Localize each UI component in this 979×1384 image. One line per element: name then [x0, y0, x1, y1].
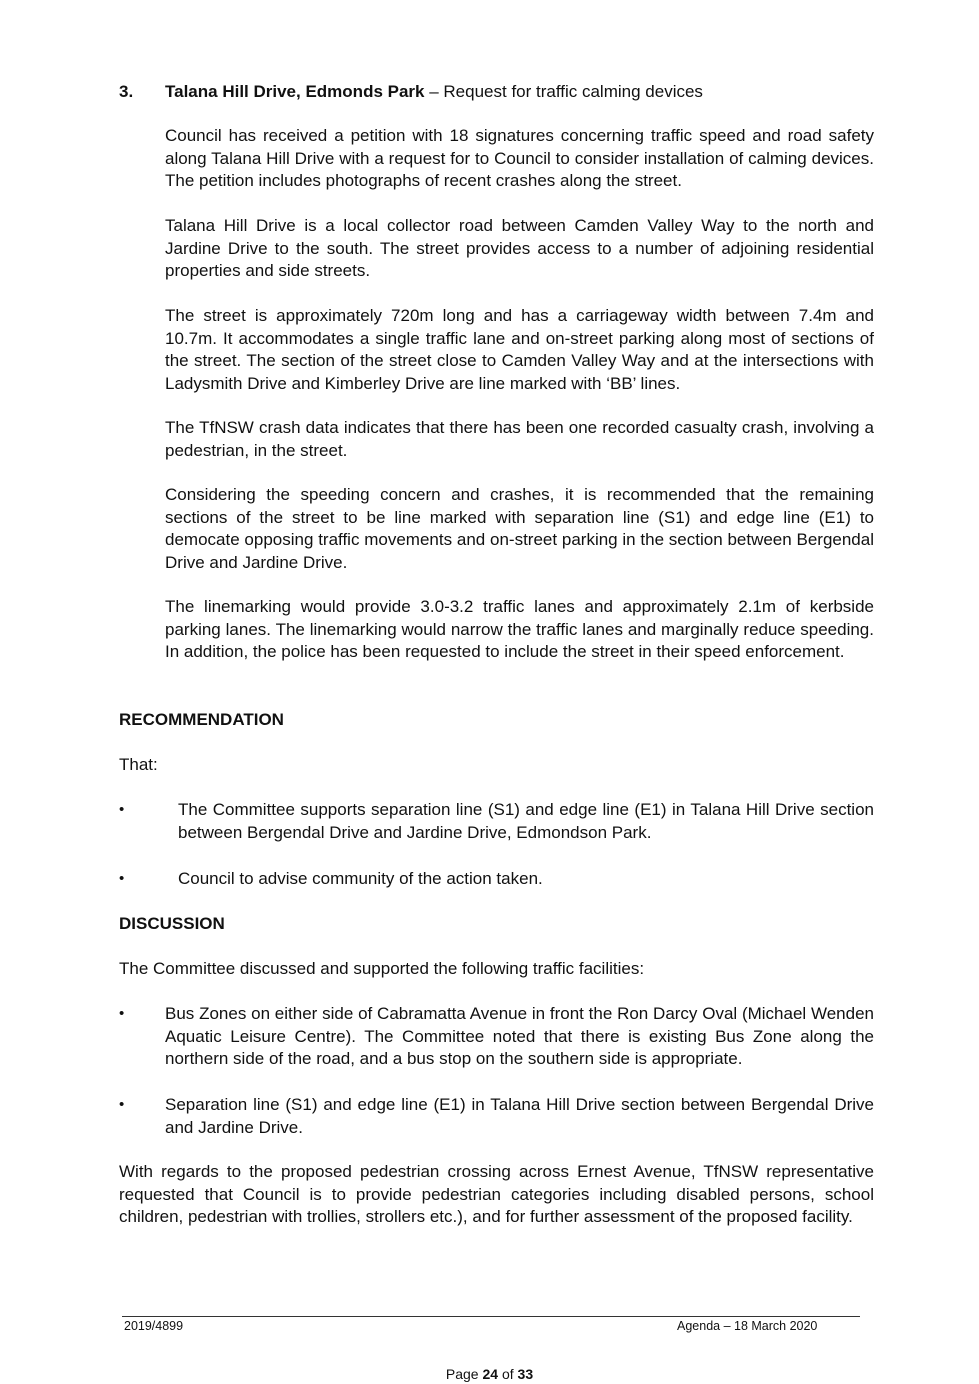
- footer-agenda-date: Agenda – 18 March 2020: [677, 1319, 818, 1333]
- discussion-bullet-1: Bus Zones on either side of Cabramatta Avenue in front the Ron Darcy Oval (Michael Wenden Aquatic Leisure Centre). The Committee noted that there is existing Bus Zone along the northern side of the road, and a bus stop on the southern side is appropriate.: [165, 1004, 874, 1069]
- item-number: 3.: [119, 82, 134, 101]
- recommendation-heading: RECOMMENDATION: [119, 710, 284, 729]
- page-label: Page: [445, 1366, 479, 1382]
- bullet-symbol: •: [119, 1096, 125, 1113]
- bullet-symbol: •: [119, 1005, 125, 1022]
- recommendation-bullet-1: The Committee supports separation line (S1) and edge line (E1) in Talana Hill Drive section between Bergendal Drive and Jardine Drive, Edmondson Park.: [178, 800, 874, 842]
- bullet-symbol: •: [119, 870, 125, 887]
- paragraph-petition: Council has received a petition with 18 signatures concerning traffic speed and road safety along Talana Hill Drive with a request for to Council to consider installation of calming devices. The petition includes photographs of recent crashes along the street.: [165, 126, 874, 191]
- recommendation-bullet-2: Council to advise community of the action taken.: [178, 869, 543, 888]
- footer-divider: [122, 1316, 860, 1317]
- discussion-heading: DISCUSSION: [119, 914, 225, 933]
- recommendation-intro: That:: [119, 755, 158, 774]
- page-total: 33: [517, 1366, 534, 1382]
- paragraph-road-description: Talana Hill Drive is a local collector road between Camden Valley Way to the north and Jardine Drive to the south. The street provides access to a number of adjoining residential properties and side streets.: [165, 216, 874, 281]
- paragraph-considerations: Considering the speeding concern and crashes, it is recommended that the remaining sections of the street to be line marked with separation line (S1) and edge line (E1) to democate opposing traffic movements and on-street parking in the section between Bergendal Drive and Jardine Drive.: [165, 485, 874, 572]
- discussion-bullet-2: Separation line (S1) and edge line (E1) in Talana Hill Drive section between Bergendal Drive and Jardine Drive.: [165, 1095, 874, 1137]
- paragraph-linemarking: The linemarking would provide 3.0-3.2 traffic lanes and approximately 2.1m of kerbside parking lanes. The linemarking would narrow the traffic lanes and marginally reduce speeding. In addition, the police has been requested to include the street in their speed enforcement.: [165, 597, 874, 662]
- page-number: [0, 1365, 979, 1383]
- page-of-label: of: [501, 1366, 514, 1382]
- bullet-symbol: •: [119, 801, 125, 818]
- paragraph-street-dimensions: The street is approximately 720m long and has a carriageway width between 7.4m and 10.7m. It accommodates a single traffic lane and on-street parking along most of sections of the street. The section of the street close to Camden Valley Way and at the intersections with Ladysmith Drive and Kimberley Drive are line marked with ‘BB’ lines.: [165, 306, 874, 393]
- discussion-intro: The Committee discussed and supported the following traffic facilities:: [119, 959, 645, 978]
- item-title: [165, 80, 703, 103]
- paragraph-crash-data: The TfNSW crash data indicates that there has been one recorded casualty crash, involving a pedestrian, in the street.: [165, 418, 874, 460]
- item-title-bold: Talana Hill Drive, Edmonds Park: [165, 82, 425, 101]
- item-title-rest: – Request for traffic calming devices: [424, 82, 703, 101]
- page-current: 24: [482, 1366, 499, 1382]
- discussion-closing: With regards to the proposed pedestrian crossing across Ernest Avenue, TfNSW representative requested that Council is to provide pedestrian categories including disabled persons, school children, pedestrian with trollies, strollers etc.), and for further assessment of the proposed facility.: [119, 1162, 874, 1227]
- footer-reference: 2019/4899: [124, 1319, 184, 1333]
